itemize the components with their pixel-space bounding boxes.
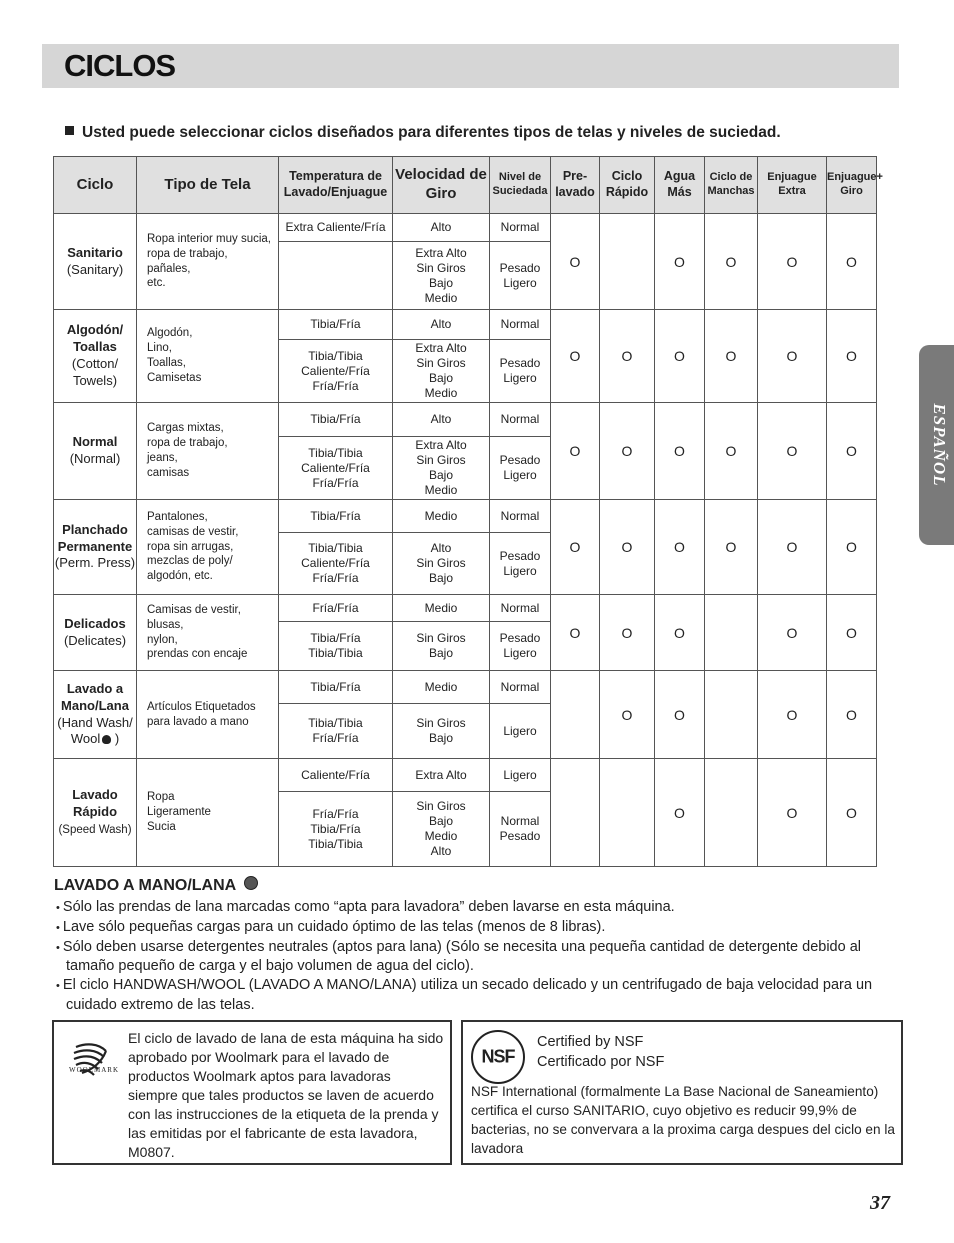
temp-cell: Tibia/Fría Tibia/Tibia	[279, 622, 393, 671]
col-header: Agua Más	[655, 157, 705, 214]
nsf-cert-en: Certified by NSF	[537, 1034, 644, 1050]
temp-cell: Tibia/Tibia Caliente/Fría Fría/Fría	[279, 437, 393, 500]
wool-icon	[244, 876, 258, 890]
option-mark: O	[827, 671, 877, 759]
fabric-cell: Artículos Etiquetados para lavado a mano	[137, 671, 279, 759]
table-row	[54, 671, 877, 704]
cycle-subname: (Hand Wash/ Wool	[57, 714, 133, 747]
spin-cell: Alto	[393, 214, 490, 242]
option-mark: O	[827, 759, 877, 867]
table-body	[54, 214, 877, 867]
cycle-subname: (Sanitary)	[66, 261, 124, 277]
list-item: • Lave sólo pequeñas cargas para un cuidado óptimo de las telas (menos de 8 libras).	[54, 918, 874, 938]
col-header: Tipo de Tela	[137, 157, 279, 214]
soil-cell: Normal	[490, 214, 551, 242]
option-mark: O	[655, 310, 705, 403]
option-mark: O	[551, 500, 600, 595]
soil-cell: Pesado Ligero	[490, 622, 551, 671]
cycle-name: Sanitario	[67, 244, 123, 260]
nsf-cert-es: Certificado por NSF	[537, 1054, 665, 1070]
page-number: 37	[870, 1192, 890, 1214]
option-mark: O	[551, 403, 600, 500]
cycle-name: Lavado Rápido	[72, 787, 118, 820]
fabric-cell: Cargas mixtas, ropa de trabajo, jeans, camisas	[137, 403, 279, 500]
table-row	[54, 595, 877, 622]
col-header: Ciclo Rápido	[600, 157, 655, 214]
page-title: CICLOS	[64, 48, 176, 83]
col-header: Temperatura de Lavado/Enjuague	[279, 157, 393, 214]
temp-cell: Extra Caliente/Fría	[279, 214, 393, 242]
option-mark: O	[705, 214, 758, 310]
temp-cell: Tibia/Fría	[279, 500, 393, 533]
option-mark	[551, 671, 600, 759]
option-mark: O	[758, 403, 827, 500]
option-mark: O	[655, 671, 705, 759]
option-mark: O	[551, 310, 600, 403]
option-mark: O	[655, 403, 705, 500]
option-mark: O	[705, 500, 758, 595]
spin-cell: Medio	[393, 671, 490, 704]
option-mark: O	[758, 759, 827, 867]
soil-cell: Normal	[490, 595, 551, 622]
nsf-box	[461, 1020, 903, 1165]
fabric-cell: Algodón, Lino, Toallas, Camisetas	[137, 310, 279, 403]
option-mark: O	[655, 214, 705, 310]
spin-cell: Extra Alto Sin Giros Bajo Medio	[393, 340, 490, 403]
spin-cell: Medio	[393, 500, 490, 533]
col-header: Enjuague Extra	[758, 157, 827, 214]
spin-cell: Extra Alto Sin Giros Bajo Medio	[393, 242, 490, 310]
option-mark: O	[758, 310, 827, 403]
cycle-cell	[54, 759, 137, 867]
cycles-table	[53, 156, 883, 867]
cycle-cell	[54, 500, 137, 595]
soil-cell: Pesado Ligero	[490, 340, 551, 403]
col-header: Nivel de Suciedada	[490, 157, 551, 214]
option-mark	[600, 759, 655, 867]
nsf-cert	[537, 1032, 664, 1072]
cycle-subname: (Perm. Press)	[54, 555, 136, 571]
spin-cell: Sin Giros Bajo Medio Alto	[393, 792, 490, 867]
temp-cell: Tibia/Fría	[279, 671, 393, 704]
table-row	[54, 403, 877, 437]
option-mark: O	[705, 403, 758, 500]
list-item: • El ciclo HANDWASH/WOOL (LAVADO A MANO/LANA) utiliza un secado delicado y un centrifugado de baja velocidad para un cuidado extremo de las telas.	[54, 976, 874, 1015]
option-mark: O	[758, 214, 827, 310]
option-mark: O	[600, 403, 655, 500]
fabric-cell: Camisas de vestir, blusas, nylon, prendas con encaje	[137, 595, 279, 671]
spin-cell: Alto	[393, 403, 490, 437]
woolmark-logo-icon	[62, 1034, 122, 1088]
table-row	[54, 310, 877, 340]
table-row	[54, 759, 877, 792]
option-mark: O	[827, 214, 877, 310]
cycle-cell	[54, 671, 137, 759]
intro-line	[65, 124, 781, 142]
option-mark	[705, 759, 758, 867]
soil-cell: Pesado Ligero	[490, 533, 551, 595]
cycle-cell	[54, 310, 137, 403]
option-mark	[705, 671, 758, 759]
option-mark: O	[600, 671, 655, 759]
option-mark: O	[600, 595, 655, 671]
option-mark: O	[827, 310, 877, 403]
wool-icon	[102, 735, 111, 744]
temp-cell: Tibia/Tibia Caliente/Fría Fría/Fría	[279, 533, 393, 595]
cycle-subname: (Delicates)	[63, 632, 127, 648]
cycle-cell	[54, 214, 137, 310]
option-mark: O	[705, 310, 758, 403]
nsf-logo-icon	[471, 1030, 525, 1084]
header-bar	[42, 44, 899, 88]
spin-cell: Sin Giros Bajo	[393, 704, 490, 759]
spin-cell: Alto Sin Giros Bajo	[393, 533, 490, 595]
option-mark: O	[655, 500, 705, 595]
option-mark	[551, 759, 600, 867]
option-mark	[600, 214, 655, 310]
language-tab	[919, 345, 954, 545]
temp-cell: Fría/Fría Tibia/Fría Tibia/Tibia	[279, 792, 393, 867]
cycle-cell	[54, 403, 137, 500]
fabric-cell: Ropa Ligeramente Sucia	[137, 759, 279, 867]
handwash-bullets	[54, 898, 874, 1015]
option-mark: O	[827, 595, 877, 671]
table-row	[54, 500, 877, 533]
soil-cell: Normal	[490, 671, 551, 704]
option-mark: O	[827, 403, 877, 500]
woolmark-box	[52, 1020, 452, 1165]
cycle-name: Lavado a Mano/Lana	[61, 680, 129, 713]
cycle-subname: (Normal)	[69, 451, 121, 466]
soil-cell: Normal Pesado	[490, 792, 551, 867]
option-mark	[705, 595, 758, 671]
bullet-square-icon	[65, 126, 74, 135]
spin-cell: Extra Alto	[393, 759, 490, 792]
temp-cell: Tibia/Tibia Fría/Fría	[279, 704, 393, 759]
list-item: • Sólo deben usarse detergentes neutrales (aptos para lana) (Sólo se necesita una pequeña cantidad de detergente debido al tamaño pequeño de carga y el bajo volumen de agua del ciclo).	[54, 938, 874, 977]
soil-cell: Ligero	[490, 704, 551, 759]
option-mark: O	[758, 671, 827, 759]
soil-cell: Ligero	[490, 759, 551, 792]
col-header: Pre- lavado	[551, 157, 600, 214]
handwash-heading	[54, 876, 258, 895]
soil-cell: Normal	[490, 310, 551, 340]
woolmark-logo-text: WOOLMARK	[69, 1066, 119, 1074]
cycle-cell	[54, 595, 137, 671]
intro-text: Usted puede seleccionar ciclos diseñados para diferentes tipos de telas y niveles de suciedad.	[82, 124, 781, 141]
option-mark: O	[758, 595, 827, 671]
temp-cell: Tibia/Fría	[279, 310, 393, 340]
option-mark: O	[758, 500, 827, 595]
woolmark-text: El ciclo de lavado de lana de esta máquina ha sido aprobado por Woolmark para el lavado de productos Woolmark aptos para lavadoras siempre que tales productos se laven de acuerdo con las instrucciones de la etiqueta de la prenda y las emitidas por el fabricante de esta lavadora, M0807.	[128, 1030, 444, 1160]
option-mark: O	[551, 595, 600, 671]
spin-cell: Alto	[393, 310, 490, 340]
soil-cell: Normal	[490, 403, 551, 437]
fabric-cell: Ropa interior muy sucia, ropa de trabajo, pañales, etc.	[137, 214, 279, 310]
nsf-logo-text: NSF	[481, 1046, 515, 1067]
temp-cell: Fría/Fría	[279, 595, 393, 622]
spin-cell: Medio	[393, 595, 490, 622]
option-mark: O	[551, 214, 600, 310]
temp-cell: Tibia/Fría	[279, 403, 393, 437]
cycle-name: Algodón/ Toallas	[66, 322, 124, 355]
col-header: Enjuague+ Giro	[827, 157, 877, 214]
cycle-name: Planchado Permanente	[57, 521, 133, 554]
temp-cell	[279, 242, 393, 310]
temp-cell: Tibia/Tibia Caliente/Fría Fría/Fría	[279, 340, 393, 403]
handwash-title: LAVADO A MANO/LANA	[54, 877, 237, 894]
nsf-text: NSF International (formalmente La Base Nacional de Saneamiento) certifica el curso SANITARIO, cuyo objetivo es reducir 99,9% de bacterias, no se convervara a la proxima carga despues del ciclo en la lavadora	[471, 1084, 895, 1156]
spin-cell: Sin Giros Bajo	[393, 622, 490, 671]
spin-cell: Extra Alto Sin Giros Bajo Medio	[393, 437, 490, 500]
soil-cell: Pesado Ligero	[490, 437, 551, 500]
cycle-subname: (Speed Wash)	[58, 823, 132, 836]
option-mark: O	[600, 500, 655, 595]
temp-cell: Caliente/Fría	[279, 759, 393, 792]
cycle-name: Normal	[72, 434, 118, 450]
option-mark: O	[827, 500, 877, 595]
option-mark: O	[600, 310, 655, 403]
soil-cell: Normal	[490, 500, 551, 533]
option-mark: O	[655, 595, 705, 671]
col-header: Ciclo de Manchas	[705, 157, 758, 214]
col-header: Ciclo	[54, 157, 137, 214]
language-tab-label: ESPAÑOL	[930, 403, 949, 487]
fabric-cell: Pantalones, camisas de vestir, ropa sin arrugas, mezclas de poly/ algodón, etc.	[137, 500, 279, 595]
table-header-row	[54, 157, 877, 214]
paren-glyph: )	[111, 731, 120, 747]
table-row	[54, 214, 877, 242]
list-item: • Sólo las prendas de lana marcadas como “apta para lavadora” deben lavarse en esta máquina.	[54, 898, 874, 918]
cycle-subname: (Cotton/ Towels)	[71, 356, 119, 388]
soil-cell: Pesado Ligero	[490, 242, 551, 310]
col-header: Velocidad de Giro	[393, 157, 490, 214]
option-mark: O	[655, 759, 705, 867]
cycle-name: Delicados	[64, 615, 126, 631]
